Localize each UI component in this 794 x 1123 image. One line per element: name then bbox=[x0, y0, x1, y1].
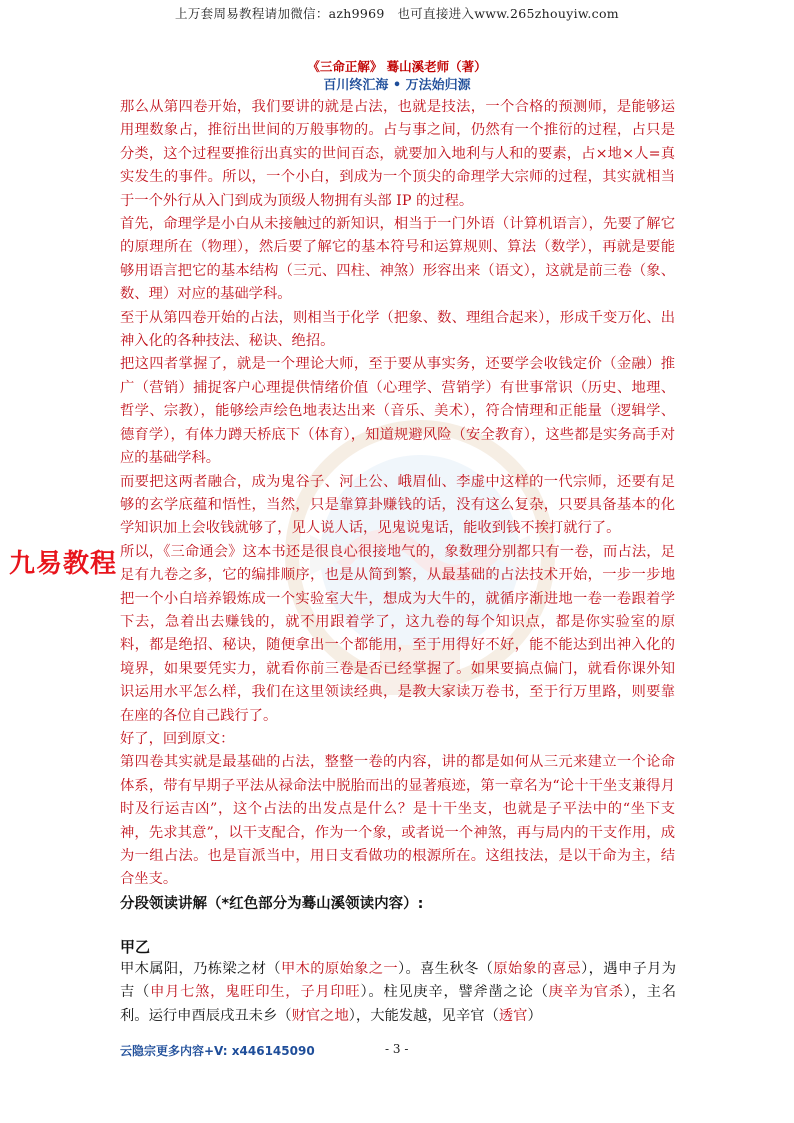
commentary-paragraph: 而要把这两者融合，成为鬼谷子、河上公、峨眉仙、李虚中这样的一代宗师，还要有足够的玄学底蕴和悟性，当然，只是靠算卦赚钱的话，没有这么复杂，只要具备基本的化学知识加上会收钱就够了，见人说人话，见鬼说鬼话，能收到钱不挨打就行了。 bbox=[120, 473, 675, 537]
sub-heading: 甲乙 bbox=[120, 938, 151, 956]
annotation-note: 申月七煞，鬼旺印生，子月印旺 bbox=[150, 984, 361, 1001]
commentary-text bbox=[120, 96, 675, 892]
commentary-paragraph: 把这四者掌握了，就是一个理论大师，至于要从事实务，还要学会收钱定价（金融）推广（营销）捕捉客户心理提供情绪价值（心理学、营销学）有世事常识（历史、地理、哲学、宗教），能够绘声绘色地表达出来（音乐、美术），符合情理和正能量（逻辑学、德育学），有体力蹲天桥底下（体育），知道规避风险（安全教育），这些都是实务高手对应的基础学科。 bbox=[120, 356, 675, 467]
classic-text-segment: ），主名利。运行申酉辰戌丑未乡（ bbox=[120, 984, 677, 1024]
book-subtitle: 百川终汇海 • 万法始归源 bbox=[323, 78, 471, 93]
commentary-paragraph: 那么从第四卷开始，我们要讲的就是占法，也就是技法，一个合格的预测师，是能够运用理数象占，推衍出世间的万般事物的。占与事之间，仍然有一个推衍的过程，占只是分类，这个过程要推衍出真实的世间百态，就要加入地利与人和的要素，占×地×人=真实发生的事件。所以，一个小白，到成为一个顶尖的命理学大宗师的过程，其实就相当于一个外行从入门到成为顶级人物拥有头部 IP 的过程。 bbox=[120, 99, 675, 209]
book-title: 《三命正解》 蓦山溪老师（著） bbox=[307, 59, 487, 74]
commentary-paragraph: 第四卷其实就是最基础的占法，整整一卷的内容，讲的都是如何从三元来建立一个论命体系，带有早期子平法从禄命法中脱胎而出的显著痕迹，第一章名为“论十干坐支兼得月时及行运吉凶”，这个占法的出发点是什么？是十干坐支，也就是子平法中的“坐下支神，先求其意”，以干支配合，作为一个象，或者说一个神煞，再与局内的干支作用，成为一组占法。也是盲派当中，用日支看做功的根源所在。这组技法，是以干命为主，结合坐支。 bbox=[120, 754, 675, 888]
annotation-note: 原始象的喜忌 bbox=[493, 961, 582, 977]
commentary-paragraph: 首先，命理学是小白从未接触过的新知识，相当于一门外语（计算机语言），先要了解它的原理所在（物理），然后要了解它的基本符号和运算规则、算法（数学），再就是要能够用语言把它的基本结构（三元、四柱、神煞）形容出来（语文），这就是前三卷（象、数、理）对应的基础学科。 bbox=[120, 216, 675, 303]
classic-text-segment: ），大能发越，见辛官（ bbox=[348, 1007, 499, 1024]
classic-text-segment: ），遇申子月为吉（ bbox=[120, 961, 677, 1001]
commentary-paragraph: 所以，《三命通会》这本书还是很良心很接地气的，象数理分别都只有一卷，而占法，足足有九卷之多，它的编排顺序，也是从简到繁，从最基础的占法技术开始，一步一步地把一个小白培养锻炼成一个实验室大牛，想成为大牛的，就循序渐进地一卷一卷跟着学下去，急着出去赚钱的，就不用跟着学了，这九卷的每个知识点，都是你实验室的原料，都是绝招、秘诀，随便拿出一个都能用，至于用得好不好，能不能达到出神入化的境界，如果要凭实力，就看你前三卷是否已经掌握了。如果要搞点偏门，就看你课外知识运用水平怎么样，我们在这里领读经典，是教大家读万卷书，至于行万里路，则要靠在座的各位自己践行了。 bbox=[120, 543, 675, 724]
page-number: - 3 - bbox=[385, 1042, 409, 1056]
annotation-note: 庚辛为官杀 bbox=[548, 984, 624, 1001]
annotation-note: 透官 bbox=[498, 1007, 528, 1024]
annotation-note: 甲木的原始象之一 bbox=[280, 961, 399, 977]
side-watermark-text: 九易教程 bbox=[9, 549, 118, 579]
footer-ad: 云隐宗更多内容+V: x446145090 bbox=[120, 1044, 315, 1058]
classic-text-segment: ）。喜生秋冬（ bbox=[398, 961, 494, 977]
commentary-paragraph: 好了，回到原文： bbox=[120, 730, 235, 747]
classic-text-segment: ） bbox=[527, 1007, 542, 1024]
classic-text bbox=[120, 958, 676, 1028]
annotation-note: 财官之地 bbox=[291, 1007, 349, 1024]
section-heading: 分段领读讲解（*红色部分为蓦山溪领读内容）: bbox=[120, 896, 424, 912]
classic-text-segment: ）。柱见庚辛，譬斧凿之论（ bbox=[360, 984, 549, 1001]
commentary-paragraph: 至于从第四卷开始的占法，则相当于化学（把象、数、理组合起来），形成千变万化、出神入化的各种技法、秘诀、绝招。 bbox=[120, 309, 675, 350]
classic-text-segment: 甲木属阳，乃栋梁之材（ bbox=[120, 961, 281, 977]
page-header-ad: 上万套周易教程请加微信：azh9969 也可直接进入www.265zhouyiw.com bbox=[175, 6, 619, 21]
